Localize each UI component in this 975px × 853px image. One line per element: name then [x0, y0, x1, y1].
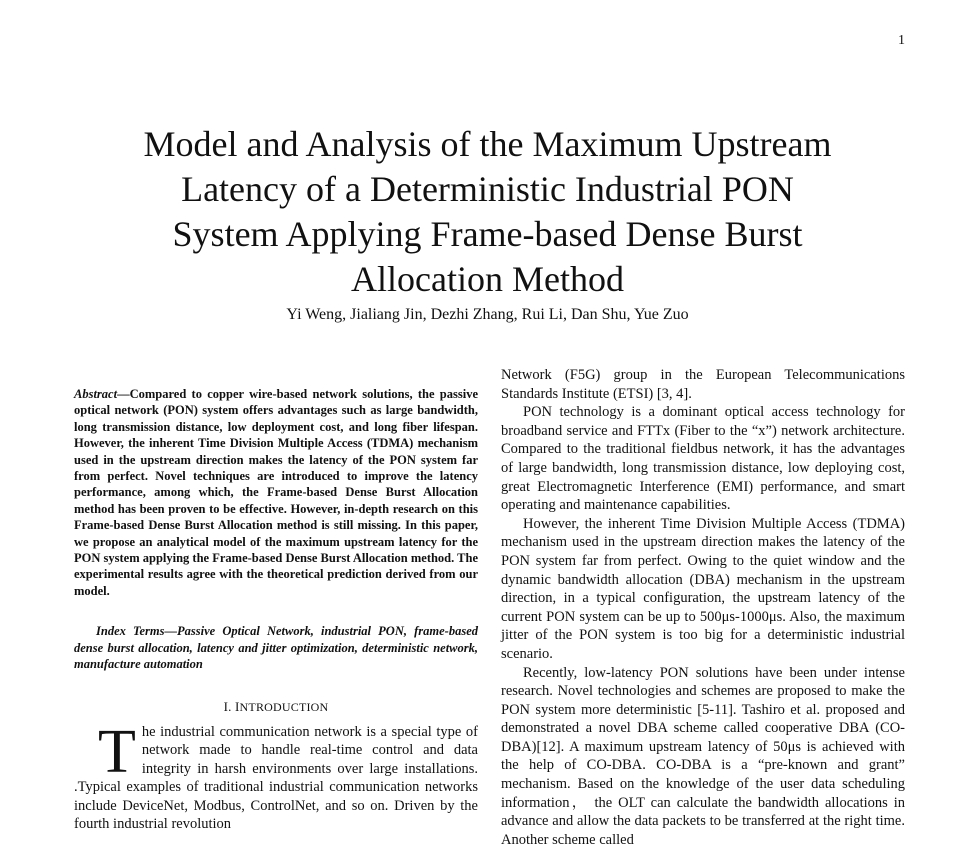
abstract-label: Abstract: [74, 387, 118, 401]
section-first-letter: I: [235, 698, 240, 714]
left-column: [74, 386, 478, 834]
title-line: Allocation Method: [351, 259, 624, 300]
paper-title: [100, 122, 875, 302]
author-list: Yi Weng, Jialiang Jin, Dezhi Zhang, Rui Li, Dan Shu, Yue Zuo: [286, 306, 689, 323]
title-line: Latency of a Deterministic Industrial PON: [181, 169, 794, 210]
page-number: 1: [898, 33, 905, 48]
drop-cap: T: [98, 717, 136, 786]
title-line: Model and Analysis of the Maximum Upstream: [143, 124, 832, 165]
intro-paragraph: [74, 717, 478, 835]
body-paragraph: PON technology is a dominant optical access technology for broadband service and FTTx (Fiber to the “x”) network architecture. Compared to the traditional fieldbus network, it has the advantages of large bandwidth, long transmission distance, low deploying cost, great Electromagnetic Interference (EMI) performance, and smart operating and maintenance capabilities.: [501, 404, 905, 514]
section-numeral: I.: [223, 698, 232, 714]
section-title-rest: NTRODUCTION: [239, 699, 329, 714]
right-column: [501, 366, 905, 849]
body-paragraph: Network (F5G) group in the European Telecommunications Standards Institute (ETSI) [3, 4].: [501, 367, 905, 402]
body-paragraph: However, the inherent Time Division Multiple Access (TDMA) mechanism used in the upstream direction makes the latency of the PON system far from perfect. Owing to the quiet window and the dynamic bandwidth allocation (DBA) mechanism in the upstream direction, in a typical configuration, the upstream latency of the current PON system can be up to 500μs-1000μs. Also, the maximum jitter of the PON system is too big for a deterministic industrial scenario.: [501, 515, 905, 662]
abstract-text: —Compared to copper wire-based network solutions, the passive optical network (PON) system offers advantages such as large bandwidth, long transmission distance, low deployment cost, and long fiber lifespan. However, the inherent Time Division Multiple Access (TDMA) mechanism used in the upstream direction makes the latency of the PON system far from perfect. Novel techniques are introduced to improve the latency performance, among which, the Frame-based Dense Burst Allocation method has been proven to be effective. However, in-depth research on this Frame-based Dense Burst Allocation method is still missing. In this paper, we propose an analytical model of the maximum upstream latency for the PON system applying the Frame-based Dense Burst Allocation method. The experimental results agree with the theoretical prediction derived from our model.: [74, 387, 478, 598]
title-line: System Applying Frame-based Dense Burst: [172, 214, 803, 255]
intro-text: he industrial communication network is a special type of network made to handle real-time control and data integrity in harsh environments over large installations. .Typical examples of traditional industrial communication networks include DeviceNet, Modbus, ControlNet, and so on. Driven by the fourth industrial revolution: [74, 723, 478, 833]
body-paragraph: Recently, low-latency PON solutions have been under intense research. Novel technologies and schemes are proposed to make the PON system more deterministic [5-11]. Tashiro et al. proposed and demonstrated a novel DBA scheme called cooperative DBA (CO-DBA)[12]. A maximum upstream latency of 50μs is achieved with the help of CO-DBA. CO-DBA is a “pre-known and grant” mechanism. Based on the knowledge of the user data scheduling information， the OLT can calculate the bandwidth allocations in advance and allow the data packets to be transferred at the right time. Another scheme called: [501, 664, 905, 848]
index-terms: Index Terms—Passive Optical Network, industrial PON, frame-based dense burst allocation, latency and jitter optimization, deterministic network, manufacture automation: [74, 624, 478, 672]
section-heading-introduction: [74, 699, 478, 715]
abstract: [74, 386, 478, 599]
